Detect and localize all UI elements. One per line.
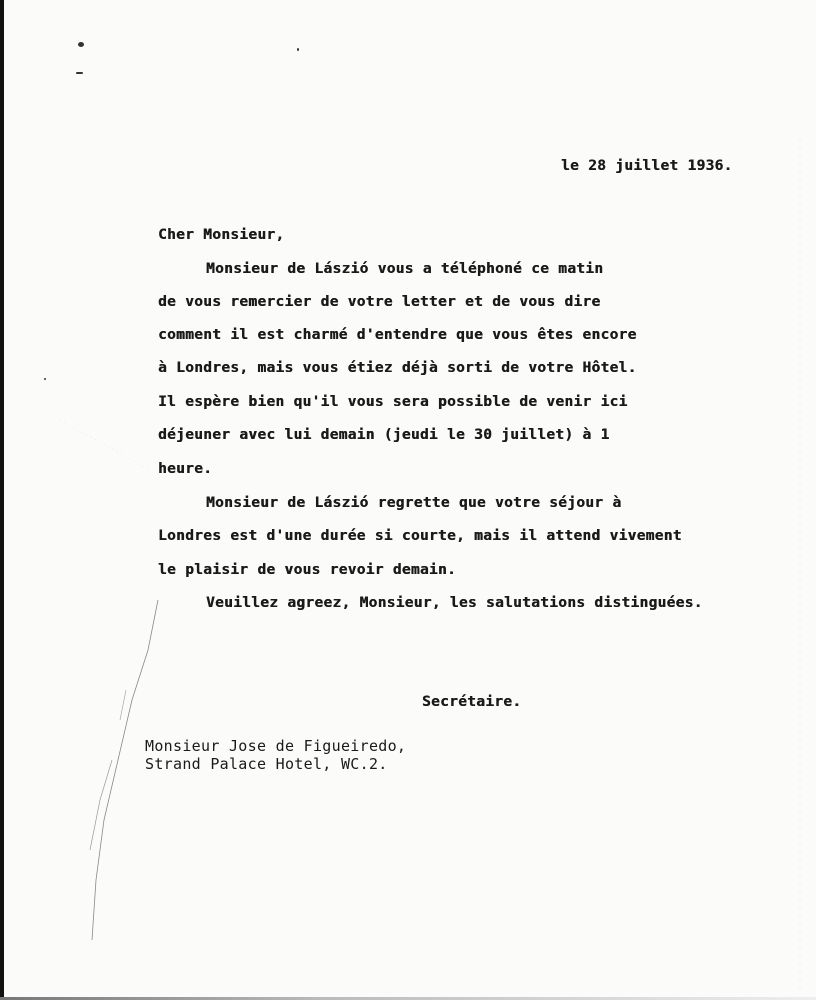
ink-speck bbox=[297, 48, 299, 51]
letter-date: le 28 juillet 1936. bbox=[561, 158, 733, 174]
ink-speck bbox=[78, 42, 84, 47]
body-line: le plaisir de vous revoir demain. bbox=[158, 562, 456, 578]
closing-line: Veuillez agreez, Monsieur, les salutations distinguées. bbox=[206, 595, 703, 611]
body-line: Londres est d'une durée si courte, mais il attend vivement bbox=[158, 528, 682, 544]
body-line: heure. bbox=[158, 461, 213, 477]
body-line: comment il est charmé d'entendre que vous êtes encore bbox=[158, 327, 637, 343]
body-line: déjeuner avec lui demain (jeudi le 30 juillet) à 1 bbox=[158, 427, 610, 443]
ink-speck bbox=[76, 72, 83, 74]
recipient-name: Monsieur Jose de Figueiredo, bbox=[145, 737, 407, 755]
signature: Secrétaire. bbox=[422, 694, 522, 710]
scan-left-edge bbox=[0, 0, 4, 1000]
recipient-address: Strand Palace Hotel, WC.2. bbox=[145, 755, 388, 773]
body-line: Il espère bien qu'il vous sera possible de venir ici bbox=[158, 394, 628, 410]
body-line: de vous remercier de votre letter et de vous dire bbox=[158, 294, 601, 310]
ink-speck bbox=[44, 378, 46, 380]
body-line: Monsieur de Lászió regrette que votre séjour à bbox=[206, 495, 622, 511]
salutation: Cher Monsieur, bbox=[158, 227, 285, 243]
body-line: à Londres, mais vous étiez déjà sorti de votre Hôtel. bbox=[158, 360, 637, 376]
body-line: Monsieur de Lászió vous a téléphoné ce matin bbox=[206, 261, 604, 277]
